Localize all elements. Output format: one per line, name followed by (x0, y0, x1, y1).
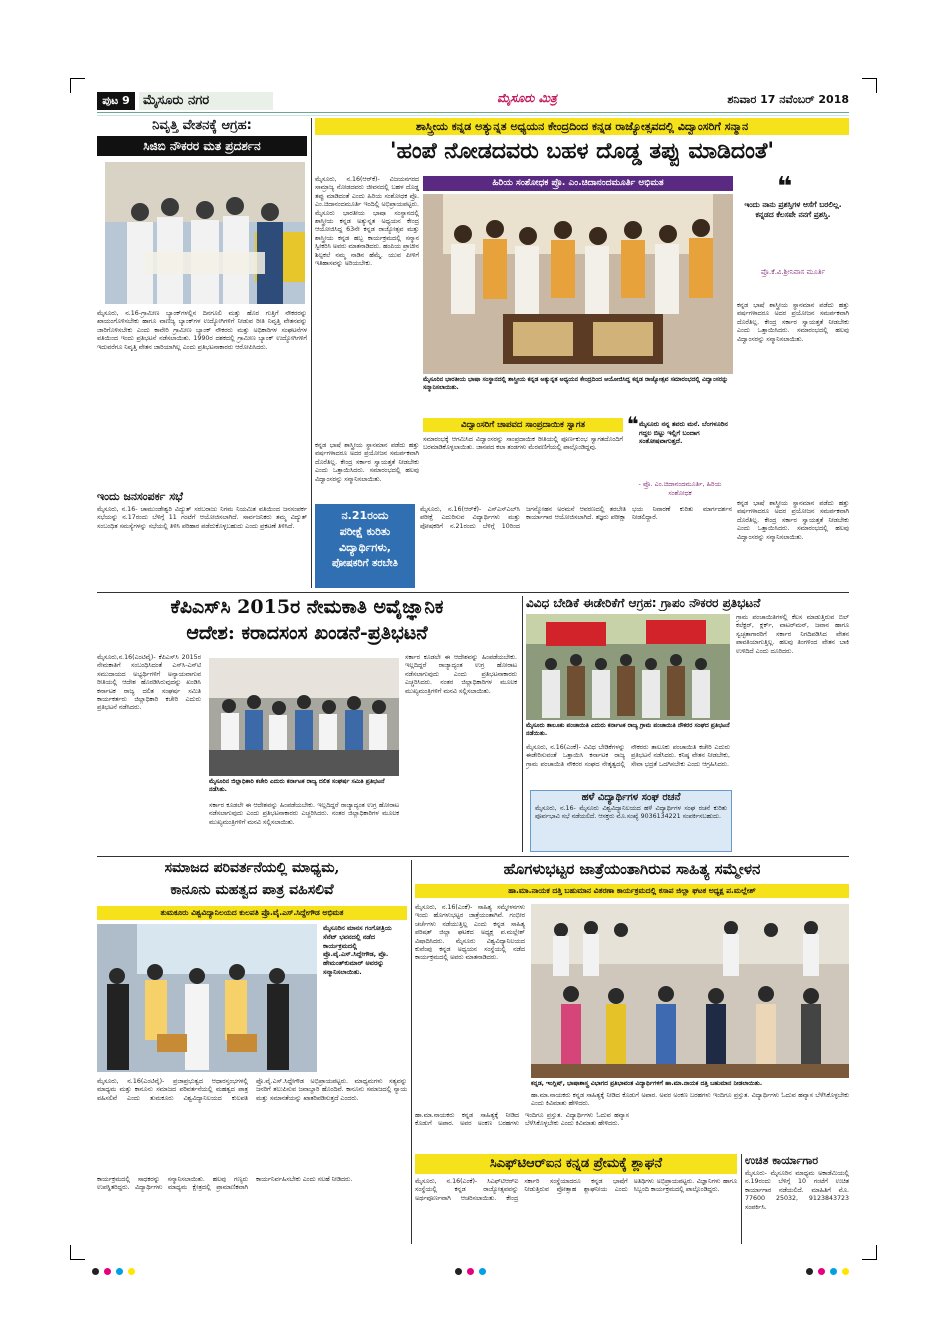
story-cftri (415, 1154, 737, 1244)
pull-quote-text: ಇಂದು ನಾನು ಪ್ರಶಸ್ತಿಗಳ ಆಸೆಗೆ ಬರಲಿಲ್ಲ. ಕನ್ನಡದ ಕೆಲಸವೇ ನನಗೆ ಪ್ರಶಸ್ತಿ. (744, 200, 842, 219)
news-photo-award-winners (531, 904, 849, 1078)
story-body-continued: ಹಾ.ಮಾ.ನಾಯಕರು ಕನ್ನಡ ಸಾಹಿತ್ಯಕ್ಕೆ ನೀಡಿದ ಕೊಡುಗೆ ಅಪಾರ. ಅವರ ಅಂಕಣ ಬರಹಗಳು ಇಂದಿಗೂ ಪ್ರಸ್ತುತ. ವಿದ್ಯಾರ್ಥಿಗಳು ಓದುವ ಹವ್ಯಾಸ ಬೆಳೆಸಿಕೊಳ್ಳಬೇಕು ಎಂದು ಕಿವಿಮಾತು ಹೇಳಿದರು. (415, 1112, 629, 1128)
photo-caption: ಮೈಸೂರಿನ ಭಾರತೀಯ ಭಾಷಾ ಸಂಸ್ಥಾನದಲ್ಲಿ ಶಾಸ್ತ್ರೀಯ ಕನ್ನಡ ಅತ್ಯುನ್ನತ ಅಧ್ಯಯನ ಕೇಂದ್ರದಿಂದ ಆಯೋಜಿಸಿದ್ದ ಕನ್ನಡ ರಾಜ್ಯೋತ್ಸವ ಸಮಾರಂಭದಲ್ಲಿ ವಿದ್ವಾಂಸರನ್ನು ಸನ್ಮಾನಿಸಲಾಯಿತು. (423, 376, 729, 391)
story-kicker: ನಿವೃತ್ತಿ ವೇತನಕ್ಕೆ ಆಗ್ರಹ: (152, 118, 252, 133)
tutorial-line-1: ನ.21ರಂದು (341, 509, 389, 522)
tutorial-line-3: ವಿದ್ಯಾರ್ಥಿಗಳು, (338, 541, 391, 554)
story-media-law (97, 860, 407, 1244)
story-tagline: ಹಾ.ಮಾ.ನಾಯಕ ದತ್ತಿ ಬಹುಮಾನ ವಿತರಣಾ ಕಾರ್ಯಕ್ರಮದಲ್ಲಿ ಕಸಾಪ ಜಿಲ್ಲಾ ಘಟಕ ಅಧ್ಯಕ್ಷ ಪ.ಮಲ್ಲೇಶ್ (415, 884, 849, 898)
story-body-2: ಮೈಸೂರು, ನ.16- ಚಾಮುಂಡೇಶ್ವರಿ ವಿದ್ಯುತ್ ಸರಬರಾಜು ನಿಗಮ ನಿಯಮಿತ ವತಿಯಿಂದ ಜನಸಂಪರ್ಕ ಸಭೆಯನ್ನು ನ.17ರಂದು ಬೆಳಿಗ್ಗೆ 11 ಗಂಟೆಗೆ ಆಯೋಜಿಸಲಾಗಿದೆ. ಸಾರ್ವಜನಿಕರು ತಮ್ಮ ವಿದ್ಯುತ್ ಸಂಬಂಧಿತ ಸಮಸ್ಯೆಗಳನ್ನು ಸಭೆಯಲ್ಲಿ ತಿಳಿಸಿ ಪರಿಹಾರ ಪಡೆದುಕೊಳ್ಳಬಹುದು ಎಂದು ಪ್ರಕಟಣೆ ತಿಳಿಸಿದೆ. (97, 506, 307, 530)
story-headline: ಹೊಗಳುಭಟ್ಟರ ಜಾತ್ರೆಯಂತಾಗಿರುವ ಸಾಹಿತ್ಯ ಸಮ್ಮೇಳನ (503, 860, 761, 878)
inset-headline: ವಿದ್ವಾಂಸರಿಗೆ ಚಾಪವದ ಸಾಂಪ್ರದಾಯಿಕ ಸ್ವಾಗತ (423, 418, 623, 432)
story-body-2: ಹಾ.ಮಾ.ನಾಯಕರು ಕನ್ನಡ ಸಾಹಿತ್ಯಕ್ಕೆ ನೀಡಿದ ಕೊಡುಗೆ ಅಪಾರ. ಅವರ ಅಂಕಣ ಬರಹಗಳು ಇಂದಿಗೂ ಪ್ರಸ್ತುತ. ವಿದ್ಯಾರ್ಥಿಗಳು ಓದುವ ಹವ್ಯಾಸ ಬೆಳೆಸಿಕೊಳ್ಳಬೇಕು ಎಂದು ಕಿವಿಮಾತು ಹೇಳಿದರು. (531, 1092, 849, 1108)
page-number: ಪುಟ 9 (97, 92, 135, 110)
inset-body: ಸಮಾರಂಭಕ್ಕೆ ಆಗಮಿಸಿದ ವಿದ್ವಾಂಸರನ್ನು ಸಾಂಪ್ರದಾಯಿಕ ರೀತಿಯಲ್ಲಿ ಪೂರ್ಣಕುಂಭ ಸ್ವಾಗತದೊಂದಿಗೆ ಬರಮಾಡಿಕೊಳ್ಳಲಾಯಿತು. ಜಾನಪದ ಕಲಾ ತಂಡಗಳು ಮೆರವಣಿಗೆಯಲ್ಲಿ ಪಾಲ್ಗೊಂಡಿದ್ದವು. (423, 436, 623, 452)
story-body-2: ಗ್ರಾಮ ಪಂಚಾಯಿತಿಗಳಲ್ಲಿ ಕೆಲಸ ಮಾಡುತ್ತಿರುವ ಬಿಲ್ ಕಲೆಕ್ಟರ್, ಕ್ಲರ್ಕ್, ವಾಟರ್‌ಮನ್, ಜವಾನ ಹಾಗೂ ಸ್ವಚ್ಛತಾಗಾರರಿಗೆ ಸರ್ಕಾರ ನಿಗದಿಪಡಿಸಿದ ವೇತನ ಪಾವತಿಯಾಗುತ್ತಿಲ್ಲ. ಹಲವು ತಿಂಗಳಿಂದ ವೇತನ ಬಾಕಿ ಉಳಿದಿದೆ ಎಂದು ದೂರಿದರು. (736, 614, 849, 655)
story-body-2: ಕನ್ನಡ ಭಾಷೆ ಶಾಸ್ತ್ರೀಯ ಸ್ಥಾನಮಾನ ಪಡೆದು ಹತ್ತು ವರ್ಷಗಳಾದರೂ ಅದರ ಪ್ರಯೋಜನ ಸಮರ್ಪಕವಾಗಿ ದೊರೆತಿಲ್ಲ. ಕೇಂದ್ರ ಸರ್ಕಾರ ಸ್ವಾಯತ್ತತೆ ನೀಡಬೇಕು ಎಂದು ಒತ್ತಾಯಿಸಿದರು. ಸಮಾರಂಭದಲ್ಲಿ ಹಲವು ವಿದ್ವಾಂಸರನ್ನು ಸನ್ಮಾನಿಸಲಾಯಿತು. (737, 302, 849, 343)
quote-mark-icon: ❝ (777, 172, 793, 202)
inset-quote (627, 412, 733, 500)
header-rule (97, 112, 849, 113)
story-headline-line-1: ಕೆಪಿಎಸ್‌ಸಿ 2015ರ ನೇಮಕಾತಿ ಅವೈಜ್ಞಾನಿಕ (170, 596, 444, 618)
crop-mark-bottom-right (862, 1245, 877, 1260)
story-kpsc-protest (97, 596, 517, 852)
news-photo-dalit-protest (209, 658, 399, 776)
column-rule (311, 118, 312, 588)
section-title: ಮೈಸೂರು ನಗರ (139, 92, 273, 110)
inset-alumni (530, 790, 732, 852)
page-header (97, 91, 849, 111)
story-body: ಮೈಸೂರು, ನ.16(ಆರ್‌ಕೆ)- ವಿಜಯನಗರದ ಸಾಮ್ರಾಜ್ಯ ನೋಡದವರು ಜೀವನದಲ್ಲಿ ಬಹಳ ದೊಡ್ಡ ತಪ್ಪು ಮಾಡಿದಂತೆ ಎಂದು ಹಿರಿಯ ಸಂಶೋಧಕ ಪ್ರೊ. ಎಂ.ಚಿದಾನಂದಮೂರ್ತಿ ಇಂದಿಲ್ಲಿ ಅಭಿಪ್ರಾಯಪಟ್ಟರು. ಮೈಸೂರು ಭಾರತೀಯ ಭಾಷಾ ಸಂಸ್ಥಾನದಲ್ಲಿ ಶಾಸ್ತ್ರೀಯ ಕನ್ನಡ ಅತ್ಯುನ್ನತ ಅಧ್ಯಯನ ಕೇಂದ್ರ ಆಯೋಜಿಸಿದ್ದ 63ನೇ ಕನ್ನಡ ರಾಜ್ಯೋತ್ಸವ ಮತ್ತು ಶಾಸ್ತ್ರೀಯ ಕನ್ನಡ ಹಬ್ಬ ಕಾರ್ಯಕ್ರಮದಲ್ಲಿ ಸನ್ಮಾನ ಸ್ವೀಕರಿಸಿ ಅವರು ಮಾತನಾಡಿದರು. ಹಂಪಿಯ ಪ್ರಾಚೀನ ಶಿಲ್ಪಕಲೆ ನಮ್ಮ ನಾಡಿನ ಹೆಮ್ಮೆ. ಯುವ ಪೀಳಿಗೆ ಇತಿಹಾಸವನ್ನು ಅರಿಯಬೇಕು. (315, 176, 419, 268)
story-body-2: ಕಾರ್ಯಕ್ರಮದಲ್ಲಿ ಸಾಧಕರನ್ನು ಸನ್ಮಾನಿಸಲಾಯಿತು. ಹಲವು ಗಣ್ಯರು ಉಪಸ್ಥಿತರಿದ್ದರು. ವಿದ್ಯಾರ್ಥಿಗಳು ಮಾಧ್ಯಮ ಕ್ಷೇತ್ರದಲ್ಲಿ ಪ್ರಾಮಾಣಿಕವಾಗಿ ಕಾರ್ಯನಿರ್ವಹಿಸಬೇಕು ಎಂದು ಸಲಹೆ ನೀಡಿದರು. (97, 1176, 353, 1192)
quote-mark-icon: ❝ (627, 412, 639, 436)
tutorial-line-2: ಪರೀಕ್ಷೆ ಕುರಿತು (339, 525, 391, 538)
inset-headline: ಹಳೆ ವಿದ್ಯಾರ್ಥಿಗಳ ಸಂಘ ರಚನೆ (581, 792, 681, 803)
story-headline-line-2: ಕಾನೂನು ಮಹತ್ವದ ಪಾತ್ರ ವಹಿಸಲಿವೆ (170, 882, 334, 898)
story-subhead: ಇಂದು ಜನಸಂಪರ್ಕ ಸಭೆ (97, 490, 184, 503)
crop-mark-bottom-left (70, 1245, 85, 1260)
story-kicker: ಶಾಸ್ತ್ರೀಯ ಕನ್ನಡ ಅತ್ಯುನ್ನತ ಅಧ್ಯಯನ ಕೇಂದ್ರದಿಂದ ಕನ್ನಡ ರಾಜ್ಯೋತ್ಸವದಲ್ಲಿ ವಿದ್ವಾಂಸರಿಗೆ ಸನ್ಮಾನ (315, 118, 849, 135)
crop-mark-top-right (862, 78, 877, 93)
story-headline: ಸಿಜಿಬಿ ನೌಕರರ ಮತ ಪ್ರದರ್ಶನ (97, 136, 307, 156)
pull-quote-attribution: ಪ್ರೊ.ಕೆ.ವಿ.ಶ್ರೀನಿವಾಸ ಮೂರ್ತಿ (760, 268, 826, 276)
side-caption: ಮೈಸೂರಿನ ಮಾನಸ ಗಂಗೋತ್ರಿಯ ಸೆನೆಟ್ ಭವನದಲ್ಲಿ ನಡೆದ ಕಾರ್ಯಕ್ರಮದಲ್ಲಿ ಪ್ರೊ.ವೈ.ಎಸ್.ಸಿದ್ದೇಗೌಡ, ಪ್ರೊ. ಹೇಮಂತ್‌ಕುಮಾರ್ ಅವರನ್ನು ಸನ್ಮಾನಿಸಲಾಯಿತು. (323, 924, 392, 976)
story-headline: ವಿವಿಧ ಬೇಡಿಕೆ ಈಡೇರಿಕೆಗೆ ಆಗ್ರಹ: ಗ್ರಾಪಂ ನೌಕರರ ಪ್ರತಿಭಟನೆ (526, 596, 761, 610)
masthead-logo: ಮೈಸೂರು ಮಿತ್ರ (497, 91, 557, 105)
inset-quote-attribution: - ಪ್ರೊ. ಎಂ.ಚಿದಾನಂದಮೂರ್ತಿ, ಹಿರಿಯ ಸಂಶೋಧಕ (638, 480, 722, 497)
story-headline: ಸಿಎಫ್‌ಟಿಆರ್‌ಐನ ಕನ್ನಡ ಪ್ರೇಮಕ್ಕೆ ಶ್ಲಾಘನೆ (415, 1154, 737, 1174)
issue-date: ಶನಿವಾರ 17 ನವೆಂಬರ್ 2018 (727, 93, 849, 106)
story-tagline: ಹಿರಿಯ ಸಂಶೋಧಕ ಪ್ರೊ. ಎಂ.ಚಿದಾನಂದಮೂರ್ತಿ ಅಭಿಮತ (423, 176, 733, 191)
story-free-workshop (745, 1154, 849, 1244)
story-headline-line-2: ಆದೇಶ: ಕರಾದಸಂಸ ಖಂಡನೆ-ಪ್ರತಿಭಟನೆ (186, 622, 428, 644)
tutorial-body: ಮೈಸೂರು, ನ.16(ಆರ್‌ಕೆ)- ಎಸ್‌ಎಸ್‌ಎಲ್‌ಸಿ ಪರೀಕ್ಷೆ ಎದುರಿಸುವ ವಿದ್ಯಾರ್ಥಿಗಳು ಮತ್ತು ಪೋಷಕರಿಗೆ ನ.21ರಂದು ಬೆಳಿಗ್ಗೆ 10ರಿಂದ ಜಗನ್ಮೋಹನ ಅರಮನೆ ಆವರಣದಲ್ಲಿ ತರಬೇತಿ ಕಾರ್ಯಾಗಾರ ಆಯೋಜಿಸಲಾಗಿದೆ. ತಜ್ಞರು ಪರೀಕ್ಷಾ ಭಯ ನಿವಾರಣೆ ಕುರಿತು ಮಾರ್ಗದರ್ಶನ ನೀಡಲಿದ್ದಾರೆ. (420, 506, 732, 530)
inset-traditional-welcome (423, 418, 623, 500)
story-body: ಮೈಸೂರು, ನ.16(ಎಂಟಿವೈ)- ಪ್ರಜಾಪ್ರಭುತ್ವದ ಆಧಾರಸ್ತಂಭಗಳಲ್ಲಿ ಮಾಧ್ಯಮ ಮತ್ತು ಕಾನೂನು ಸಮಾಜದ ಪರಿವರ್ತನೆಯಲ್ಲಿ ಮಹತ್ವದ ಪಾತ್ರ ವಹಿಸಲಿವೆ ಎಂದು ತುಮಕೂರು ವಿಶ್ವವಿದ್ಯಾನಿಲಯದ ಕುಲಪತಿ ಪ್ರೊ.ವೈ.ಎಸ್.ಸಿದ್ದೇಗೌಡ ಅಭಿಪ್ರಾಯಪಟ್ಟರು. ಮಾಧ್ಯಮಗಳು ಸತ್ಯವನ್ನು ಜನರಿಗೆ ತಲುಪಿಸುವ ಜವಾಬ್ದಾರಿ ಹೊಂದಿವೆ. ಕಾನೂನು ಸಮಾಜದಲ್ಲಿ ನ್ಯಾಯ ಮತ್ತು ಸಮಾನತೆಯನ್ನು ಖಾತರಿಪಡಿಸುತ್ತದೆ ಎಂದರು. (97, 1078, 407, 1102)
tutorial-body-side: ಕನ್ನಡ ಭಾಷೆ ಶಾಸ್ತ್ರೀಯ ಸ್ಥಾನಮಾನ ಪಡೆದು ಹತ್ತು ವರ್ಷಗಳಾದರೂ ಅದರ ಪ್ರಯೋಜನ ಸಮರ್ಪಕವಾಗಿ ದೊರೆತಿಲ್ಲ. ಕೇಂದ್ರ ಸರ್ಕಾರ ಸ್ವಾಯತ್ತತೆ ನೀಡಬೇಕು ಎಂದು ಒತ್ತಾಯಿಸಿದರು. ಸಮಾರಂಭದಲ್ಲಿ ಹಲವು ವಿದ್ವಾಂಸರನ್ನು ಸನ್ಮಾನಿಸಲಾಯಿತು. (737, 500, 849, 541)
section-rule (97, 592, 849, 593)
story-body-2: ಸರ್ಕಾರ ಕೂಡಲೇ ಈ ಆದೇಶವನ್ನು ಹಿಂಪಡೆಯಬೇಕು. ಇಲ್ಲದಿದ್ದರೆ ರಾಜ್ಯಾದ್ಯಂತ ಉಗ್ರ ಹೋರಾಟ ನಡೆಸಲಾಗುವುದು ಎಂದು ಪ್ರತಿಭಟನಾಕಾರರು ಎಚ್ಚರಿಸಿದರು. ನಂತರ ಜಿಲ್ಲಾಧಿಕಾರಿಗಳ ಮೂಲಕ ಮುಖ್ಯಮಂತ್ರಿಗಳಿಗೆ ಮನವಿ ಸಲ್ಲಿಸಲಾಯಿತು. (405, 654, 517, 695)
story-tagline: ತುಮಕೂರು ವಿಶ್ವವಿದ್ಯಾನಿಲಯದ ಕುಲಪತಿ ಪ್ರೊ.ವೈ.ಎಸ್.ಸಿದ್ದೇಗೌಡ ಅಭಿಮತ (97, 906, 407, 920)
story-headline-line-1: ಸಮಾಜದ ಪರಿವರ್ತನೆಯಲ್ಲಿ ಮಾಧ್ಯಮ, (164, 860, 340, 876)
photo-caption: ಮೈಸೂರು ತಾಲೂಕು ಪಂಚಾಯಿತಿ ಎದುರು ಕರ್ನಾಟಕ ರಾಜ್ಯ ಗ್ರಾಮ ಪಂಚಾಯಿತಿ ನೌಕರರ ಸಂಘದ ಪ್ರತಿಭಟನೆ ನಡೆಯಿತು. (526, 722, 730, 737)
news-photo-bank-employees (105, 162, 305, 304)
story-body-3: ಸರ್ಕಾರ ಕೂಡಲೇ ಈ ಆದೇಶವನ್ನು ಹಿಂಪಡೆಯಬೇಕು. ಇಲ್ಲದಿದ್ದರೆ ರಾಜ್ಯಾದ್ಯಂತ ಉಗ್ರ ಹೋರಾಟ ನಡೆಸಲಾಗುವುದು ಎಂದು ಪ್ರತಿಭಟನಾಕಾರರು ಎಚ್ಚರಿಸಿದರು. ನಂತರ ಜಿಲ್ಲಾಧಿಕಾರಿಗಳ ಮೂಲಕ ಮುಖ್ಯಮಂತ್ರಿಗಳಿಗೆ ಮನವಿ ಸಲ್ಲಿಸಲಾಯಿತು. (209, 802, 399, 826)
crop-mark-top-left (70, 78, 85, 93)
photo-caption: ಮೈಸೂರಿನ ಜಿಲ್ಲಾಧಿಕಾರಿ ಕಚೇರಿ ಎದುರು ಕರ್ನಾಟಕ ರಾಜ್ಯ ದಲಿತ ಸಂಘರ್ಷ ಸಮಿತಿ ಪ್ರತಿಭಟನೆ ನಡೆಸಿತು. (209, 778, 385, 793)
news-photo-felicitation-university (97, 924, 317, 1072)
news-photo-felicitation (423, 194, 733, 374)
column-rule (741, 1154, 742, 1244)
section-rule (97, 856, 849, 857)
story-body: ಮೈಸೂರು, ನ.16(ಎಂಕೆ)- ಸಾಹಿತ್ಯ ಸಮ್ಮೇಳನಗಳು ಇಂದು ಹೊಗಳುಭಟ್ಟರ ಜಾತ್ರೆಯಂತಾಗಿವೆ. ಗಂಭೀರ ಚರ್ಚೆಗಳು ನಡೆಯುತ್ತಿಲ್ಲ ಎಂದು ಕನ್ನಡ ಸಾಹಿತ್ಯ ಪರಿಷತ್ ಜಿಲ್ಲಾ ಘಟಕದ ಅಧ್ಯಕ್ಷ ಪ.ಮಲ್ಲೇಶ್ ವಿಷಾದಿಸಿದರು. ಮೈಸೂರು ವಿಶ್ವವಿದ್ಯಾನಿಲಯದ ಕುವೆಂಪು ಕನ್ನಡ ಅಧ್ಯಯನ ಸಂಸ್ಥೆಯಲ್ಲಿ ನಡೆದ ಕಾರ್ಯಕ್ರಮದಲ್ಲಿ ಅವರು ಮಾತನಾಡಿದರು. (415, 904, 525, 962)
story-body: ಮೈಸೂರು, ನ.16-ಗ್ರಾಮೀಣ ಬ್ಯಾಂಕ್‌ಗಳಲ್ಲಿನ ದಿನಗೂಲಿ ಮತ್ತು ಹೊರ ಗುತ್ತಿಗೆ ನೌಕರರನ್ನು ಖಾಯಂಗೊಳಿಸಬೇಕು ಹಾಗೂ ವಾಣಿಜ್ಯ ಬ್ಯಾಂಕ್‌ಗಳ ಉದ್ಯೋಗಿಗಳಿಗೆ ನೀಡುವ ರೀತಿ ನಿವೃತ್ತಿ ವೇತನವನ್ನು ಜಾರಿಗೊಳಿಸಬೇಕು ಎಂದು ಕಾವೇರಿ ಗ್ರಾಮೀಣ ಬ್ಯಾಂಕ್ ನೌಕರರು ಮತ್ತು ಅಧಿಕಾರಿಗಳ ಸಂಘಟನೆಗಳ ವತಿಯಿಂದ ಇಂದು ಪ್ರತಿಭಟನೆ ನಡೆಸಲಾಯಿತು. 1990ರ ದಶಕದಲ್ಲಿ ಗ್ರಾಮೀಣ ಬ್ಯಾಂಕ್ ಉದ್ಯೋಗಿಗಳಿಗೆ ಇದುವರೆಗೂ ನಿವೃತ್ತಿ ವೇತನ ಜಾರಿಯಾಗಿಲ್ಲ ಎಂದು ಪ್ರತಿಭಟನಾಕಾರರು ಆರೋಪಿಸಿದರು. (97, 310, 307, 351)
story-literary-meet (415, 860, 849, 1110)
column-rule (522, 596, 523, 852)
story-body: ಮೈಸೂರು, ನ.16(ಎಂಕೆ)- ವಿವಿಧ ಬೇಡಿಕೆಗಳನ್ನು ಈಡೇರಿಸುವಂತೆ ಒತ್ತಾಯಿಸಿ ಕರ್ನಾಟಕ ರಾಜ್ಯ ಗ್ರಾಮ ಪಂಚಾಯಿತಿ ನೌಕರರ ಸಂಘದ ನೇತೃತ್ವದಲ್ಲಿ ನೌಕರರು ತಾಲೂಕು ಪಂಚಾಯಿತಿ ಕಚೇರಿ ಎದುರು ಪ್ರತಿಭಟನೆ ನಡೆಸಿದರು. ಕನಿಷ್ಠ ವೇತನ ನೀಡಬೇಕು, ಸೇವಾ ಭದ್ರತೆ ಒದಗಿಸಬೇಕು ಎಂದು ಆಗ್ರಹಿಸಿದರು. (526, 744, 730, 768)
header-rule-2 (97, 115, 849, 116)
inset-body: ಮೈಸೂರು, ನ.16- ಮೈಸೂರು ವಿಶ್ವವಿದ್ಯಾನಿಲಯದ ಹಳೆ ವಿದ್ಯಾರ್ಥಿಗಳ ಸಂಘ ರಚನೆ ಕುರಿತು ಪೂರ್ವಭಾವಿ ಸಭೆ ನಡೆಯಲಿದೆ. ಆಸಕ್ತರು ಮೊ.ಸಂಖ್ಯೆ 9036134221 ಸಂಪರ್ಕಿಸಬಹುದು. (535, 805, 727, 821)
story-headline: 'ಹಂಪೆ ನೋಡದವರು ಬಹಳ ದೊಡ್ಡ ತಪ್ಪು ಮಾಡಿದಂತೆ' (389, 138, 775, 164)
story-pension-protest (97, 118, 307, 588)
story-grampanchayat-protest (526, 596, 849, 852)
news-photo-panchayat-workers (526, 614, 730, 720)
tutorial-box (315, 504, 415, 588)
photo-caption: ಕನ್ನಡ, ಇಂಗ್ಲಿಷ್, ಭಾಷಾಶಾಸ್ತ್ರ ವಿಭಾಗದ ಪ್ರತಿಭಾವಂತ ವಿದ್ಯಾರ್ಥಿಗಳಿಗೆ ಹಾ.ಮಾ.ನಾಯಕ ದತ್ತಿ ಬಹುಮಾನ ನೀಡಲಾಯಿತು. (531, 1080, 763, 1087)
story-body: ಮೈಸೂರು- ಮೈಸೂರಿನ ಮಾಧ್ಯಮ ಅಕಾಡೆಮಿಯಲ್ಲಿ ನ.19ರಂದು ಬೆಳಿಗ್ಗೆ 10 ಗಂಟೆಗೆ ಉಚಿತ ಕಾರ್ಯಾಗಾರ ನಡೆಯಲಿದೆ. ಮಾಹಿತಿಗೆ ಮೊ. 77600 25032, 9123843723 ಸಂಪರ್ಕಿಸಿ. (745, 1170, 849, 1211)
column-rule (411, 860, 412, 1244)
story-headline: ಉಚಿತ ಕಾರ್ಯಾಗಾರ (745, 1154, 819, 1167)
pull-quote-box (737, 172, 849, 296)
tutorial-line-4: ಪೋಷಕರಿಗೆ ತರಬೇತಿ (332, 558, 398, 569)
story-body-3: ಕನ್ನಡ ಭಾಷೆ ಶಾಸ್ತ್ರೀಯ ಸ್ಥಾನಮಾನ ಪಡೆದು ಹತ್ತು ವರ್ಷಗಳಾದರೂ ಅದರ ಪ್ರಯೋಜನ ಸಮರ್ಪಕವಾಗಿ ದೊರೆತಿಲ್ಲ. ಕೇಂದ್ರ ಸರ್ಕಾರ ಸ್ವಾಯತ್ತತೆ ನೀಡಬೇಕು ಎಂದು ಒತ್ತಾಯಿಸಿದರು. ಸಮಾರಂಭದಲ್ಲಿ ಹಲವು ವಿದ್ವಾಂಸರನ್ನು ಸನ್ಮಾನಿಸಲಾಯಿತು. (315, 442, 419, 483)
inset-quote-text: ಮೈಸೂರು ನನ್ನ ತವರು ಮನೆ. ಬೆಂಗಳೂರಿನ ಗದ್ದಲ ಬಿಟ್ಟು ಇಲ್ಲಿಗೆ ಬಂದಾಗ ಸಂತೋಷವಾಗುತ್ತದೆ. (639, 420, 728, 445)
story-body: ಮೈಸೂರು, ನ.16(ಎಂಕೆ)- ಸಿಎಫ್‌ಟಿಆರ್‌ಐ ಸಂಸ್ಥೆಯಲ್ಲಿ ಕನ್ನಡ ರಾಜ್ಯೋತ್ಸವವನ್ನು ಅರ್ಥಪೂರ್ಣವಾಗಿ ಆಚರಿಸಲಾಯಿತು. ಕೇಂದ್ರ ಸರ್ಕಾರಿ ಸಂಸ್ಥೆಯಾದರೂ ಕನ್ನಡ ಭಾಷೆಗೆ ನೀಡುತ್ತಿರುವ ಪ್ರೋತ್ಸಾಹ ಶ್ಲಾಘನೀಯ ಎಂದು ಅತಿಥಿಗಳು ಅಭಿಪ್ರಾಯಪಟ್ಟರು. ವಿಜ್ಞಾನಿಗಳು ಹಾಗೂ ಸಿಬ್ಬಂದಿ ಕಾರ್ಯಕ್ರಮದಲ್ಲಿ ಪಾಲ್ಗೊಂಡಿದ್ದರು. (415, 1178, 737, 1202)
story-body: ಮೈಸೂರು,ನ.16(ಎಂಟಿವೈ)- ಕೆಪಿಎಸ್‌ಸಿ 2015ರ ನೇಮಕಾತಿಗೆ ಸಂಬಂಧಿಸಿದಂತೆ ಎಸ್‌ಸಿ-ಎಸ್‌ಟಿ ಸಮುದಾಯದ ಅಭ್ಯರ್ಥಿಗಳಿಗೆ ಅನ್ಯಾಯವಾಗುವ ರೀತಿಯಲ್ಲಿ ಆದೇಶ ಹೊರಡಿಸಿರುವುದನ್ನು ಖಂಡಿಸಿ ಕರ್ನಾಟಕ ರಾಜ್ಯ ದಲಿತ ಸಂಘರ್ಷ ಸಮಿತಿ ಕಾರ್ಯಕರ್ತರು ಜಿಲ್ಲಾಧಿಕಾರಿ ಕಚೇರಿ ಎದುರು ಪ್ರತಿಭಟನೆ ನಡೆಸಿದರು. (97, 654, 201, 712)
